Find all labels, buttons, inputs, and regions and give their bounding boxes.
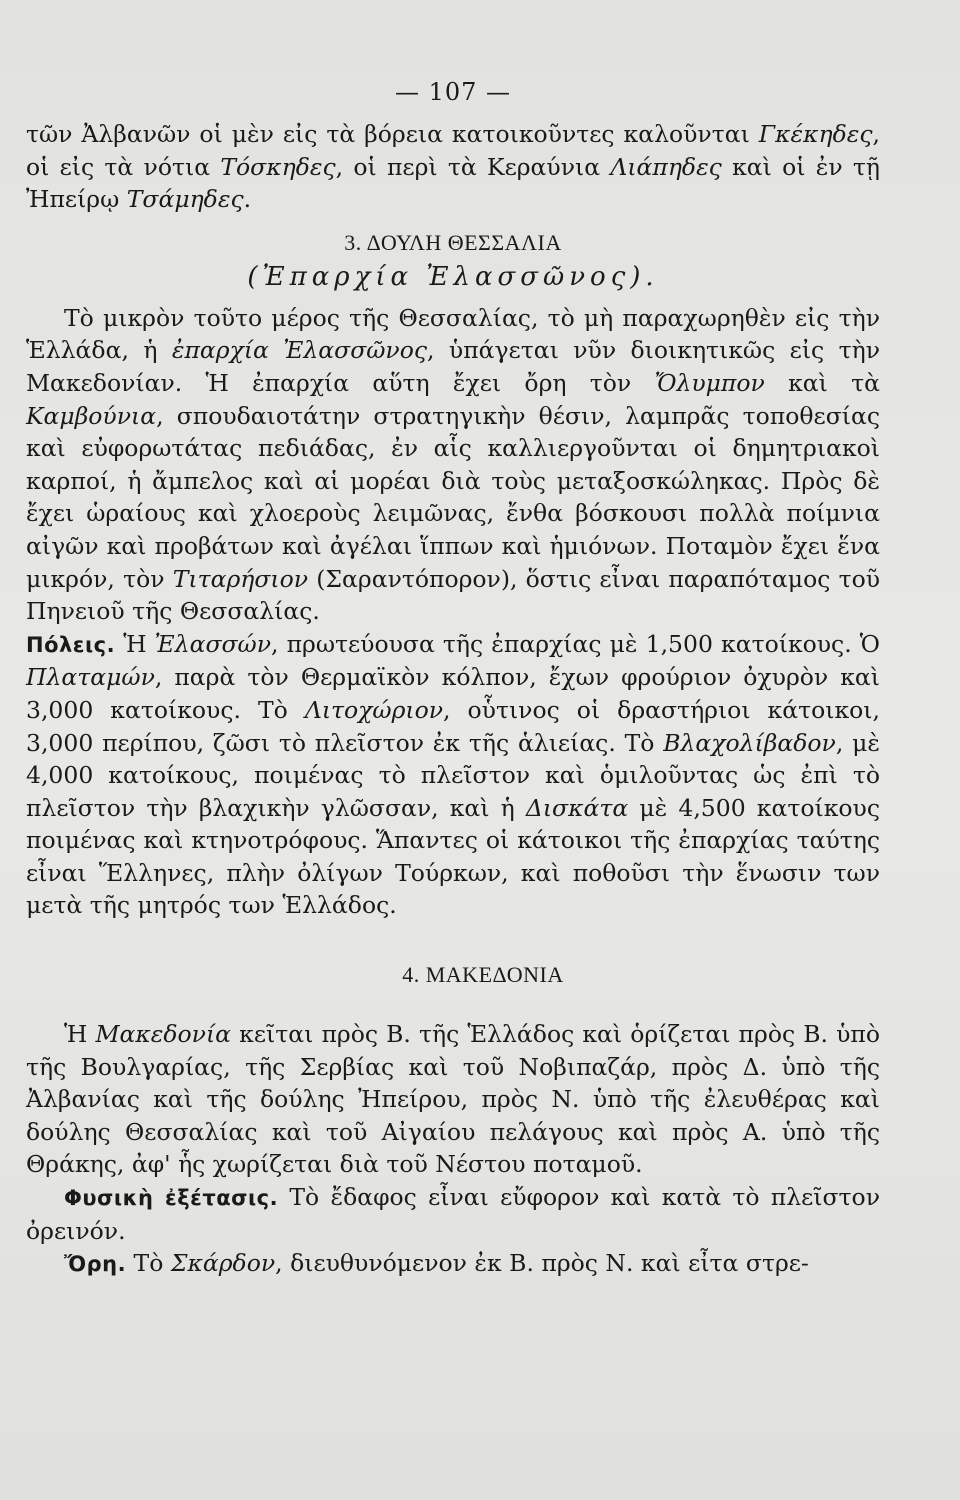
text-run: , ὑπάγεται νῦν διοικητικῶς εἰς τὴν Μακεδονίαν. Ἡ ἐπαρχία αὕτη ἔχει ὄρη τὸν [26,336,881,397]
physical-survey-paragraph [26,1181,880,1247]
emphasis: Καμβούνια [26,401,157,430]
emphasis: Ὄλυμπον [654,368,765,397]
thessaly-paragraph [26,302,880,628]
emphasis: Γκέκηδες [758,120,873,148]
text-run: καὶ τὰ [764,368,880,397]
text-run: Τὸ [126,1249,171,1278]
emphasis: Δισκάτα [525,793,629,822]
text-run: , οὗτινος οἱ δραστήριοι κάτοικοι, 3,000 περίπου, ζῶσι τὸ πλεῖστον ἐκ τῆς ἁλιείας. Τὸ [26,695,880,757]
text-run: , οἱ εἰς τὰ νότια [26,120,880,181]
section-heading-macedonia: 4. ΜΑΚΕΔΟΝΙΑ [402,962,564,988]
section-heading-thessaly: 3. ΔΟΥΛΗ ΘΕΣΣΑΛΙΑ [344,229,562,255]
emphasis: Σκάρδον [170,1249,276,1278]
text-run: , οἱ περὶ τὰ Κεραύνια [335,152,611,181]
text-run: , παρὰ τὸν Θερμαϊκὸν κόλπον, ἔχων φρούριον ὀχυρὸν καὶ 3,000 κατοίκους. Τὸ [26,663,880,724]
paragraph-lead: Πόλεις. [26,632,116,657]
emphasis: Ἐλασσών [154,629,271,658]
mountains-paragraph [26,1247,880,1281]
emphasis: Μακεδονία [95,1020,232,1049]
text-run: , διευθυνόμενον ἐκ Β. πρὸς Ν. καὶ εἶτα στρε- [275,1249,809,1278]
emphasis: Λιτοχώριον [304,695,444,724]
paragraph-lead: Ὄρη. [64,1252,127,1277]
text-run: μὲ 4,500 κατοίκους ποιμένας καὶ κτηνοτρόφους. Ἅπαντες οἱ κάτοικοι τῆς ἐπαρχίας ταύτης εἶναι Ἕλληνες, πλὴν ὀλίγων Τούρκων, καὶ ποθοῦσι τὴν ἕνωσιν των μετὰ τῆς μητρός των Ἑλλάδος. [26,793,880,920]
page-number: — 107 — [394,78,512,106]
intro-paragraph [26,118,880,216]
text-run: καὶ οἱ ἐν τῇ Ἠπείρῳ [26,152,880,214]
emphasis: Τόσκηδες [220,152,336,181]
emphasis: Τσάμηδες [126,185,244,214]
text-run: , πρωτεύουσα τῆς ἐπαρχίας μὲ 1,500 κατοίκους. Ὁ [271,629,881,658]
text-run: τῶν Ἀλβανῶν οἱ μὲν εἰς τὰ βόρεια κατοικοῦντες καλοῦνται [26,120,759,148]
paragraph-lead: Φυσικὴ ἐξέτασις. [64,1186,279,1211]
text-run: Τὸ ἔδαφος εἶναι εὔφορον καὶ κατὰ τὸ πλεῖστον ὀρεινόν. [26,1183,880,1245]
cities-paragraph [26,628,880,922]
text-run: Τὸ μικρὸν τοῦτο μέρος τῆς Θεσσαλίας, τὸ μὴ παραχωρηθὲν εἰς τὴν Ἑλλάδα, ἡ [26,303,880,365]
text-run: . [243,185,252,214]
text-run: , μὲ 4,000 κατοίκους, ποιμένας τὸ πλεῖστον καὶ ὁμιλοῦντας ὡς ἐπὶ τὸ πλεῖστον τὴν βλαχικὴν γλῶσσαν, καὶ ἡ [26,728,880,822]
emphasis: Πλαταμών [26,663,155,692]
emphasis: Βλαχολίβαδον [663,728,836,757]
emphasis: ἐπαρχία Ἐλασσῶνος [171,336,428,365]
emphasis: Λιάπηδες [610,152,722,181]
text-run: , σπουδαιοτάτην στρατηγικὴν θέσιν, λαμπρᾶς τοποθεσίας καὶ εὐφορωτάτας πεδιάδας, ἐν αἷς καλλιεργοῦνται οἱ δημητριακοὶ καρποί, ἡ ἄμπελος καὶ αἱ μορέαι διὰ τοὺς μεταξοσκώληκας. Πρὸς δὲ ἔχει ὡραίους καὶ χλοεροὺς λειμῶνας, ἔνθα βόσκουσι πολλὰ ποίμνια αἰγῶν καὶ προβάτων καὶ ἀγέλαι ἵππων καὶ ἡμιόνων. Ποταμὸν ἔχει ἕνα μικρόν, τὸν [26,401,880,593]
text-run: (Σαραντόπορον), ὅστις εἶναι παραπόταμος τοῦ Πηνειοῦ τῆς Θεσσαλίας. [26,564,881,626]
section-subheading-elasson: (Ἐπαρχία Ἐλασσῶνος). [247,261,659,292]
macedonia-borders-paragraph [26,1018,880,1181]
emphasis: Τιταρήσιον [172,564,309,593]
text-run: κεῖται πρὸς Β. τῆς Ἑλλάδος καὶ ὁρίζεται πρὸς Β. ὑπὸ τῆς Βουλγαρίας, τῆς Σερβίας καὶ τοῦ Νοβιπαζάρ, πρὸς Δ. ὑπὸ τῆς Ἀλβανίας καὶ τῆς δούλης Ἠπείρου, πρὸς Ν. ὑπὸ τῆς ἐλευθέρας καὶ δούλης Θεσσαλίας καὶ τοῦ Αἰγαίου πελάγους καὶ πρὸς Α. ὑπὸ τῆς Θράκης, ἀφ' ἧς χωρίζεται διὰ τοῦ Νέστου ποταμοῦ. [26,1020,880,1179]
text-run: Ἡ [64,1020,96,1049]
text-run: Ἡ [115,629,155,658]
